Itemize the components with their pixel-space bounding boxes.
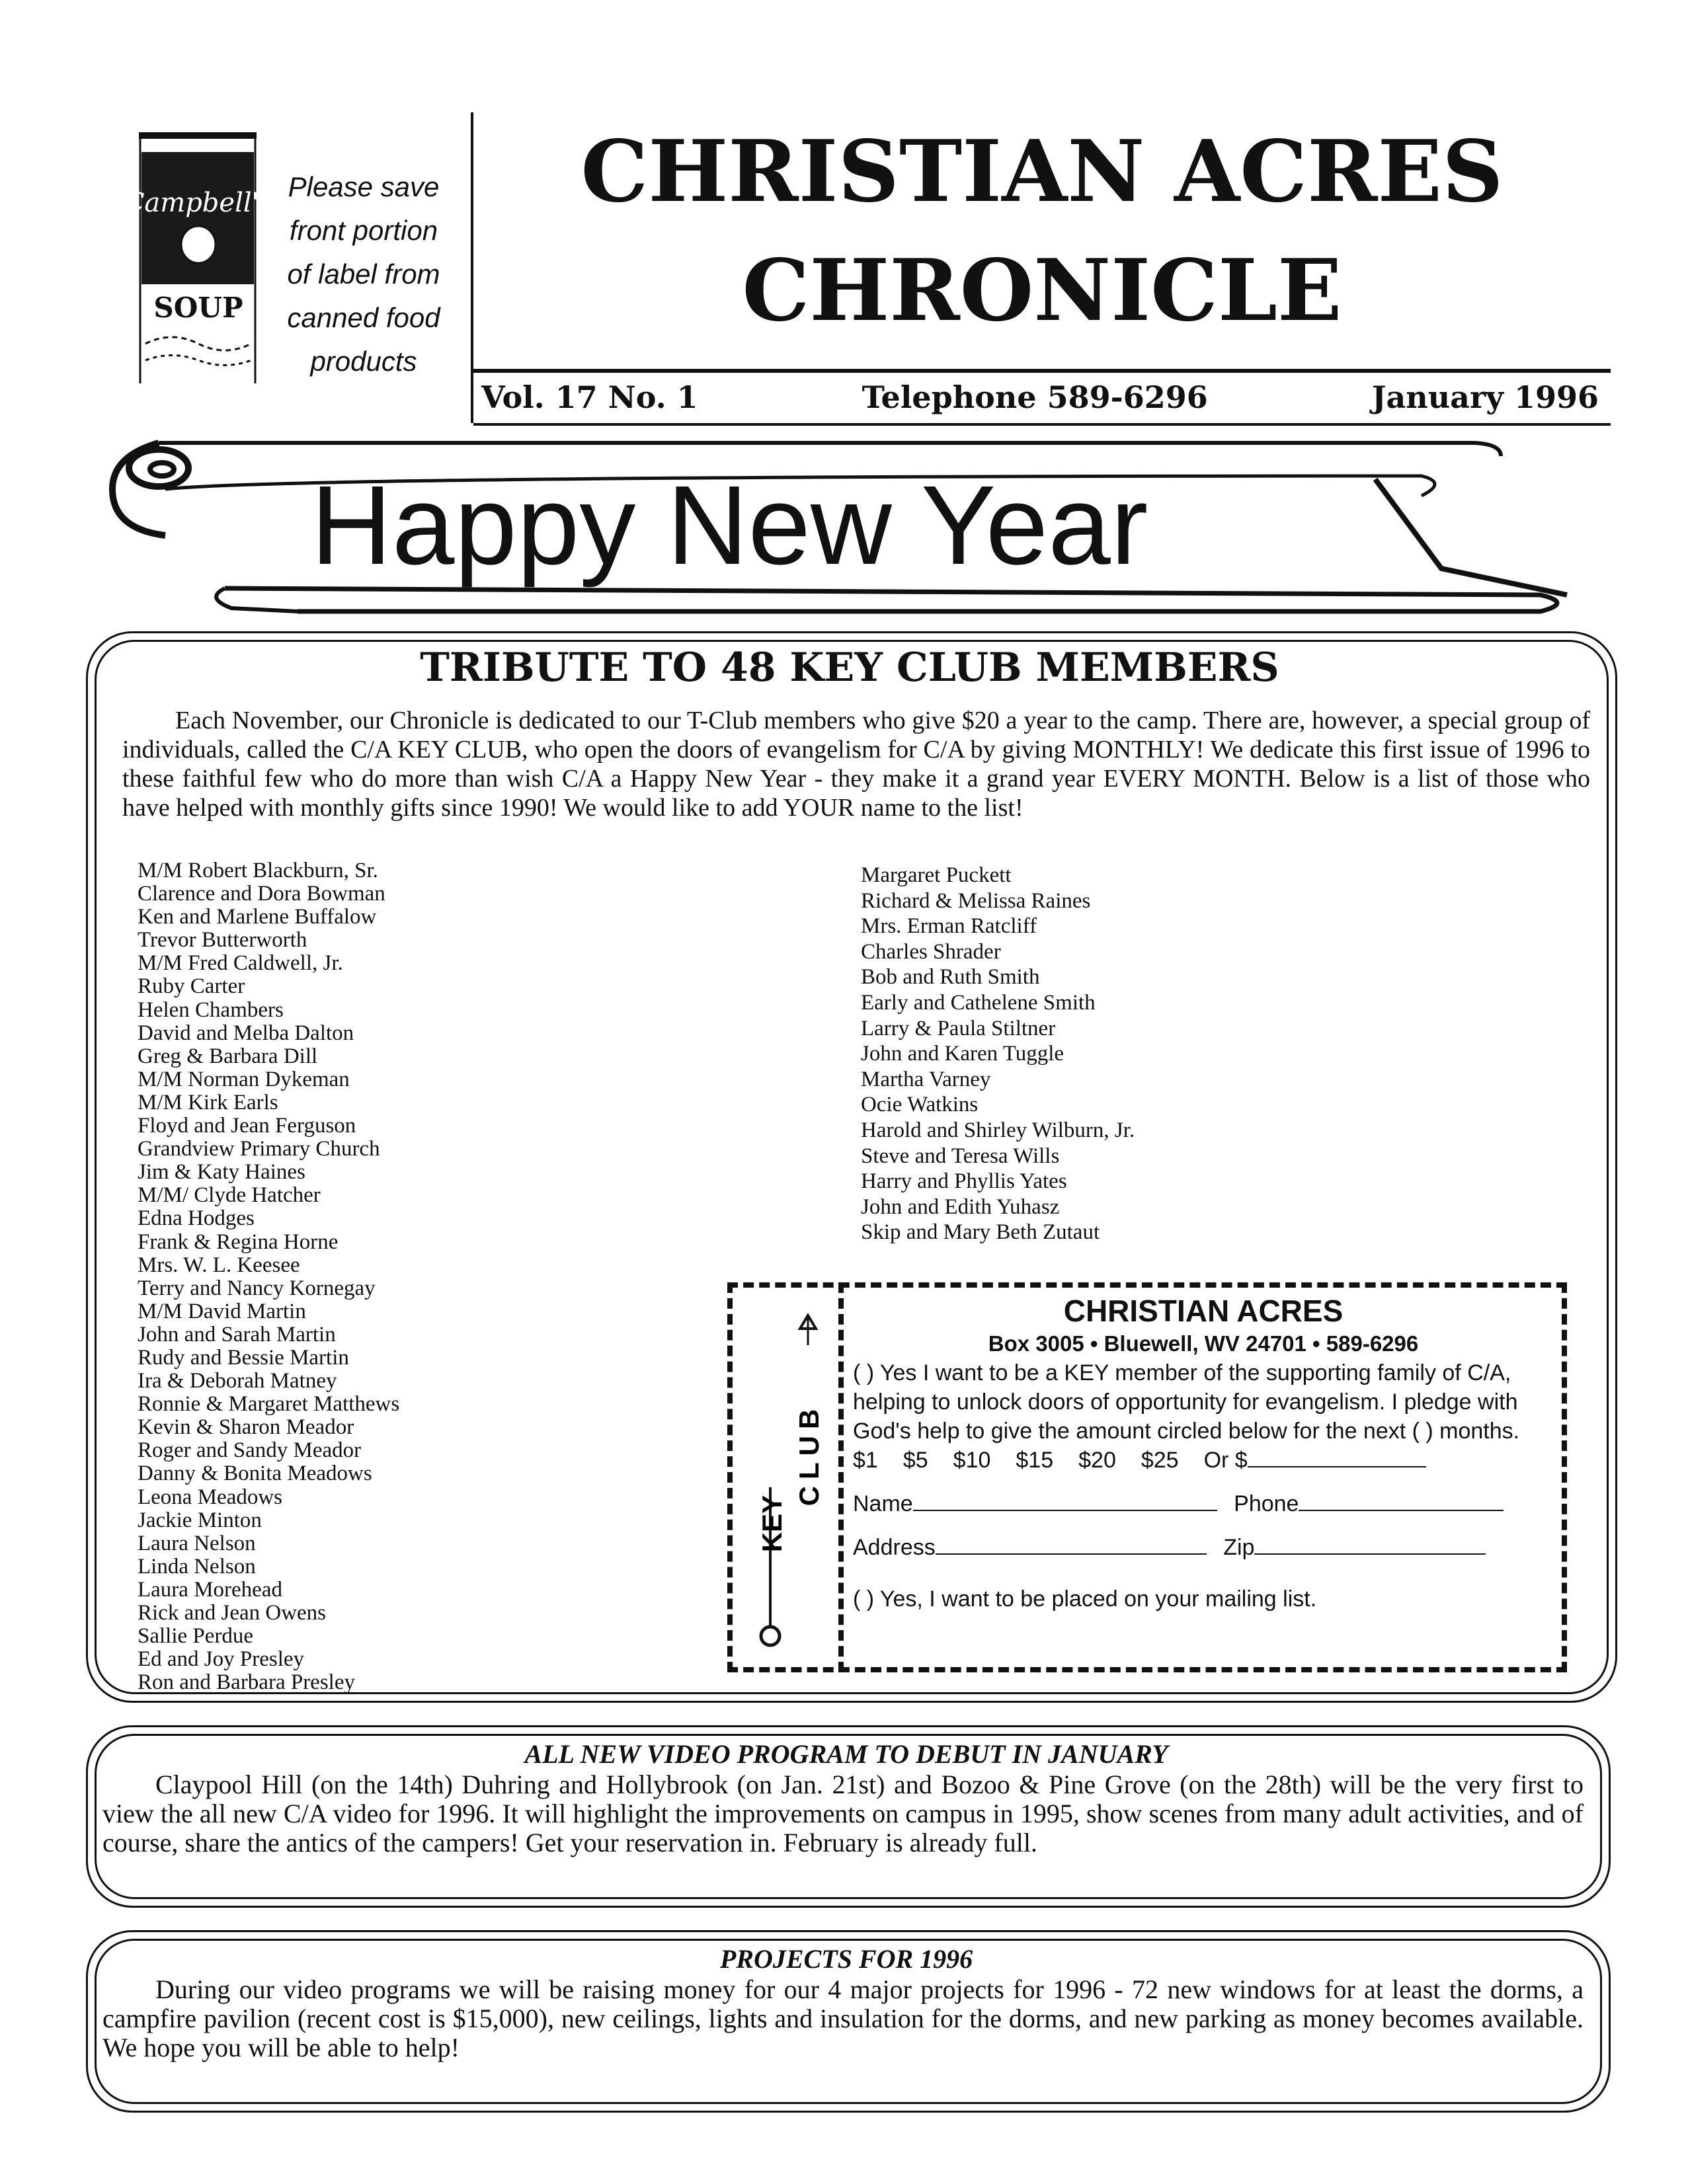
member-name: Skip and Mary Beth Zutaut [861, 1220, 1100, 1245]
member-name: Grandview Primary Church [138, 1137, 380, 1161]
member-name: M/M David Martin [138, 1299, 306, 1323]
soup-brand-text: Campbell's [124, 188, 273, 218]
member-name: Harry and Phyllis Yates [861, 1169, 1067, 1194]
projects-body: During our video programs we will be raising money for our 4 major projects for 1996 - 72 new windows for at least the dorms, a campfire pavilion (recent cost is $15,000), new ceilings, lights and insulation for the dorms, and new parking as money becomes available. We hope you will be able to help! [102, 1974, 1584, 2062]
address-field[interactable] [936, 1534, 1207, 1555]
amount-option[interactable]: $10 [953, 1448, 991, 1473]
member-name: John and Sarah Martin [138, 1322, 336, 1346]
amount-other-field[interactable] [1248, 1446, 1426, 1467]
zip-field[interactable] [1254, 1534, 1486, 1555]
member-name: Trevor Butterworth [138, 928, 307, 953]
issue-rule [473, 423, 1611, 426]
soup-note-line: canned food [287, 302, 440, 333]
member-name: Margaret Puckett [861, 863, 1012, 887]
zip-label: Zip [1223, 1535, 1255, 1560]
masthead-rule [473, 369, 1611, 373]
member-name: David and Melba Dalton [138, 1021, 354, 1045]
member-name: Ron and Barbara Presley [138, 1670, 355, 1695]
member-name: Laura Nelson [138, 1531, 256, 1555]
soup-note-line: Please save [288, 171, 440, 202]
member-name: John and Edith Yuhasz [861, 1194, 1060, 1219]
member-name: Ed and Joy Presley [138, 1647, 305, 1672]
key-word: KEY [756, 1495, 787, 1553]
projects-title: PROJECTS FOR 1996 [719, 1944, 973, 1974]
volume-number: Vol. 17 No. 1 [481, 379, 698, 415]
member-name: M/M Kirk Earls [138, 1090, 278, 1114]
key-club-side-label [734, 1289, 833, 1666]
soup-label-note [271, 165, 456, 383]
amount-option[interactable]: $15 [1016, 1448, 1054, 1473]
coupon-divider [838, 1282, 844, 1672]
members-list-left [138, 859, 733, 1694]
member-name: Martha Varney [861, 1067, 991, 1091]
member-name: Danny & Bonita Meadows [138, 1462, 372, 1486]
member-name: Sallie Perdue [138, 1624, 254, 1649]
member-name: Terry and Nancy Kornegay [138, 1276, 376, 1300]
member-name: M/M Norman Dykeman [138, 1067, 350, 1091]
club-word: CLUB [793, 1402, 824, 1506]
video-program-body: Claypool Hill (on the 14th) Duhring and Hollybrook (on Jan. 21st) and Bozoo & Pine Grove (on the 28th) will be the very first to view the all new C/A video for 1996. It will highlight the improvements on campus in 1995, show scenes from many adult activities, and of course, share the antics of the campers! Get your reservation in. February is already full. [102, 1770, 1584, 1857]
phone-label: Phone [1234, 1491, 1299, 1516]
member-name: Leona Meadows [138, 1485, 283, 1509]
member-name: Helen Chambers [138, 997, 284, 1022]
amount-option[interactable]: $20 [1078, 1448, 1116, 1473]
amount-option[interactable]: $25 [1141, 1448, 1179, 1473]
video-program-title: ALL NEW VIDEO PROGRAM TO DEBUT IN JANUARY [524, 1739, 1168, 1769]
soup-note-line: products [310, 346, 417, 377]
member-name: Steve and Teresa Wills [861, 1144, 1060, 1168]
member-name: Floyd and Jean Ferguson [138, 1114, 356, 1138]
member-name: Early and Cathelene Smith [861, 990, 1096, 1015]
phone-field[interactable] [1299, 1490, 1504, 1511]
amount-other-label: Or $ [1203, 1448, 1248, 1473]
member-name: Clarence and Dora Bowman [138, 882, 385, 906]
soup-note-line: of label from [287, 258, 440, 290]
amount-option[interactable]: $5 [903, 1448, 928, 1473]
issue-info-bar [481, 374, 1599, 420]
address-label: Address [853, 1535, 936, 1560]
masthead-line-1: CHRISTIAN ACRES [581, 122, 1504, 221]
member-name: Mrs. W. L. Keesee [138, 1253, 300, 1277]
member-name: Edna Hodges [138, 1206, 255, 1231]
key-icon [761, 1627, 780, 1645]
member-name: Larry & Paula Stiltner [861, 1016, 1056, 1040]
tribute-title: TRIBUTE TO 48 KEY CLUB MEMBERS [420, 644, 1279, 691]
member-name: Frank & Regina Horne [138, 1229, 339, 1254]
soup-can-image [124, 132, 273, 390]
member-name: Rick and Jean Owens [138, 1601, 327, 1625]
coupon-title: CHRISTIAN ACRES [1063, 1294, 1344, 1328]
soup-note-line: front portion [289, 215, 438, 246]
member-name: Ken and Marlene Buffalow [138, 905, 377, 929]
coupon-address: Box 3005 • Bluewell, WV 24701 • 589-6296 [988, 1331, 1419, 1356]
member-name: M/M Fred Caldwell, Jr. [138, 951, 343, 976]
name-phone-row [853, 1489, 1554, 1518]
happy-new-year-banner: Happy New Year [311, 463, 1148, 588]
masthead [473, 112, 1611, 350]
member-name: Richard & Melissa Raines [861, 888, 1091, 913]
member-name: Ocie Watkins [861, 1093, 979, 1117]
telephone-number: Telephone 589-6296 [862, 379, 1208, 415]
masthead-line-2: CHRONICLE [742, 241, 1342, 340]
mailing-list-option[interactable]: ( ) Yes, I want to be placed on your mailing list. [853, 1586, 1317, 1612]
member-name: Ira & Deborah Matney [138, 1369, 337, 1393]
name-field[interactable] [913, 1490, 1217, 1511]
member-name: Kevin & Sharon Meador [138, 1415, 354, 1440]
member-name: Rudy and Bessie Martin [138, 1345, 349, 1370]
member-name: M/M Robert Blackburn, Sr. [138, 859, 378, 882]
pledge-amounts [853, 1446, 1554, 1475]
member-name: Linda Nelson [138, 1554, 256, 1579]
name-label: Name [853, 1491, 913, 1516]
member-name: Harold and Shirley Wilburn, Jr. [861, 1118, 1135, 1142]
member-name: Mrs. Erman Ratcliff [861, 914, 1037, 939]
tribute-intro: Each November, our Chronicle is dedicated to our T-Club members who give $20 a year to the camp. There are, however, a special group of individuals, called the C/A KEY CLUB, who open the doors of evangelism for C/A by giving MONTHLY! We dedicate this first issue of 1996 to these faithful few who do more than wish C/A a Happy New Year - they make it a grand year EVERY MONTH. Below is a list of those who have helped with monthly gifts since 1990! We would like to add YOUR name to the list! [122, 707, 1590, 822]
soup-label-text: SOUP [153, 292, 243, 324]
members-list-right [861, 863, 1456, 1245]
member-name: Bob and Ruth Smith [861, 965, 1040, 990]
coupon-form [853, 1292, 1554, 1614]
member-name: M/M/ Clyde Hatcher [138, 1183, 321, 1208]
member-name: Jackie Minton [138, 1508, 262, 1532]
member-name: Greg & Barbara Dill [138, 1044, 318, 1068]
member-name: Ronnie & Margaret Matthews [138, 1392, 400, 1417]
pledge-text: ( ) Yes I want to be a KEY member of the supporting family of C/A, helping to unlock doors of opportunity for evangelism. I pledge with God's help to give the amount circled below for the next ( ) months. [853, 1360, 1520, 1444]
member-name: John and Karen Tuggle [861, 1042, 1064, 1066]
member-name: Jim & Katy Haines [138, 1160, 305, 1185]
member-name: Laura Morehead [138, 1577, 282, 1602]
member-name: Charles Shrader [861, 939, 1001, 964]
issue-date: January 1996 [1371, 379, 1599, 415]
member-name: Roger and Sandy Meador [138, 1438, 362, 1463]
amount-option[interactable]: $1 [853, 1448, 878, 1473]
address-zip-row [853, 1533, 1554, 1562]
member-name: Ruby Carter [138, 974, 245, 999]
